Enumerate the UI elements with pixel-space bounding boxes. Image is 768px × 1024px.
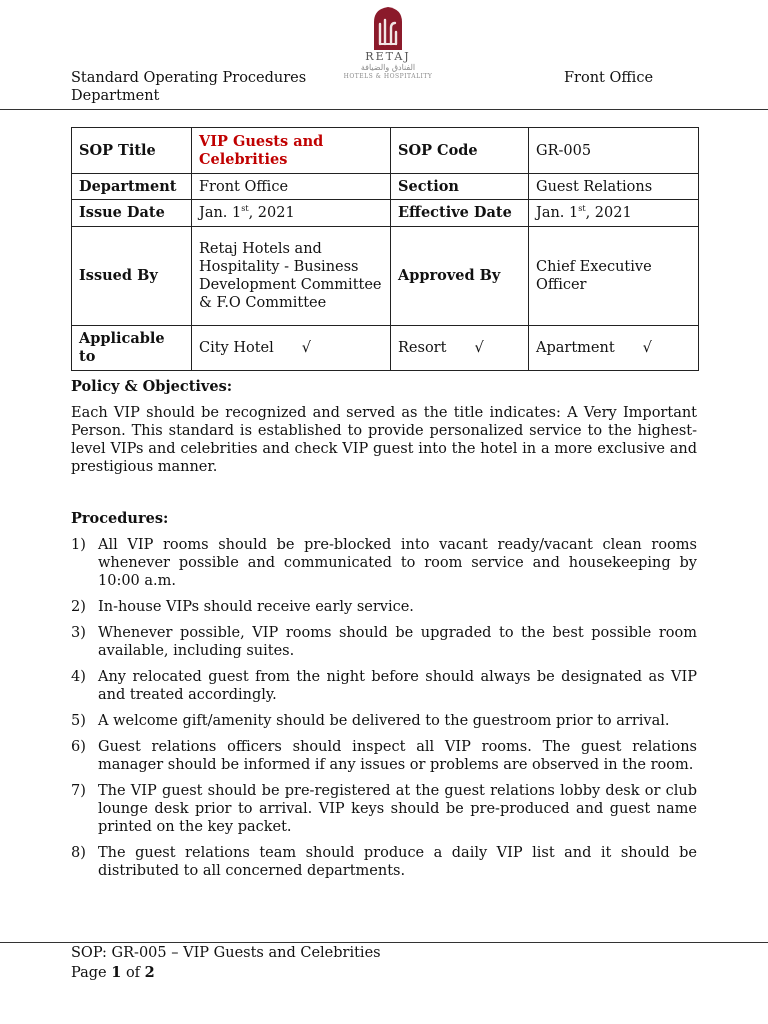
applicable-apartment: Apartment √ [529, 326, 699, 371]
header-right-title: Front Office [564, 70, 654, 86]
retaj-logo-icon [371, 6, 405, 50]
table-row [72, 326, 699, 371]
logo-arabic: الفنادق والضيافة [360, 63, 416, 72]
footer-divider [0, 942, 768, 943]
issued-by-label: Issued By [72, 227, 192, 326]
approved-by-label: Approved By [391, 227, 529, 326]
sop-info-table [71, 127, 699, 371]
effective-date-label: Effective Date [391, 200, 529, 227]
list-item: 2) In-house VIPs should receive early service. [71, 599, 414, 615]
procedures-heading: Procedures: [71, 510, 169, 527]
check-mark-icon: √ [642, 340, 652, 356]
section-label: Section [391, 174, 529, 200]
policy-heading: Policy & Objectives: [71, 378, 233, 395]
check-mark-icon: √ [301, 340, 312, 356]
applicable-resort: Resort √ [391, 326, 529, 371]
policy-section [71, 378, 697, 476]
footer-page-number: Page 1 of 2 [71, 964, 155, 981]
sop-code-label: SOP Code [391, 128, 529, 174]
section-value: Guest Relations [529, 174, 699, 200]
sop-code-value: GR-005 [529, 128, 699, 174]
table-row [72, 128, 699, 174]
procedures-list [71, 536, 697, 888]
sop-title-value: VIP Guests and Celebrities [192, 128, 391, 174]
list-item: 1) All VIP rooms should be pre-blocked into vacant ready/vacant clean rooms whenever possible and communicated to room service and housekeeping by 10:00 a.m. [71, 537, 697, 589]
table-row [72, 200, 699, 227]
policy-text: Each VIP should be recognized and served as the title indicates: A Very Important Person. This standard is established to provide personalized service to the highest-level VIPs and celebrities and check VIP guest into the hotel in a more exclusive and prestigious manner. [71, 405, 697, 475]
list-item: 4) Any relocated guest from the night before should always be designated as VIP and treated accordingly. [71, 669, 697, 703]
list-item: 3) Whenever possible, VIP rooms should be upgraded to the best possible room available, including suites. [71, 625, 697, 659]
issue-date-value: Jan. 1st, 2021 [192, 200, 391, 227]
sop-title-label: SOP Title [72, 128, 192, 174]
department-label: Department [72, 174, 192, 200]
department-value: Front Office [192, 174, 391, 200]
issue-date-label: Issue Date [72, 200, 192, 227]
applicable-label: Applicable to [72, 326, 192, 371]
page-footer [71, 944, 381, 983]
effective-date-value: Jan. 1st, 2021 [529, 200, 699, 227]
issued-by-value: Retaj Hotels and Hospitality - Business Development Committee & F.O Committee [192, 227, 391, 326]
retaj-logo [338, 6, 438, 92]
footer-sop-line: SOP: GR-005 – VIP Guests and Celebrities [71, 945, 381, 961]
applicable-city-hotel: City Hotel √ [192, 326, 391, 371]
table-row [72, 174, 699, 200]
check-mark-icon: √ [474, 340, 484, 356]
logo-name: RETAJ [365, 50, 411, 63]
list-item: 8) The guest relations team should produce a daily VIP list and it should be distributed to all concerned departments. [71, 845, 697, 879]
logo-subtitle: HOTELS & HOSPITALITY [343, 73, 433, 80]
header-divider [0, 109, 768, 110]
header-left-title: Standard Operating Procedures Department [71, 70, 307, 104]
list-item: 7) The VIP guest should be pre-registered at the guest relations lobby desk or club lounge desk prior to arrival. VIP keys should be pre-produced and guest name printed on the key packet. [71, 783, 697, 835]
table-row [72, 227, 699, 326]
list-item: 5) A welcome gift/amenity should be delivered to the guestroom prior to arrival. [71, 713, 670, 729]
list-item: 6) Guest relations officers should inspect all VIP rooms. The guest relations manager should be informed if any issues or problems are observed in the room. [71, 739, 697, 773]
approved-by-value: Chief Executive Officer [529, 227, 699, 326]
